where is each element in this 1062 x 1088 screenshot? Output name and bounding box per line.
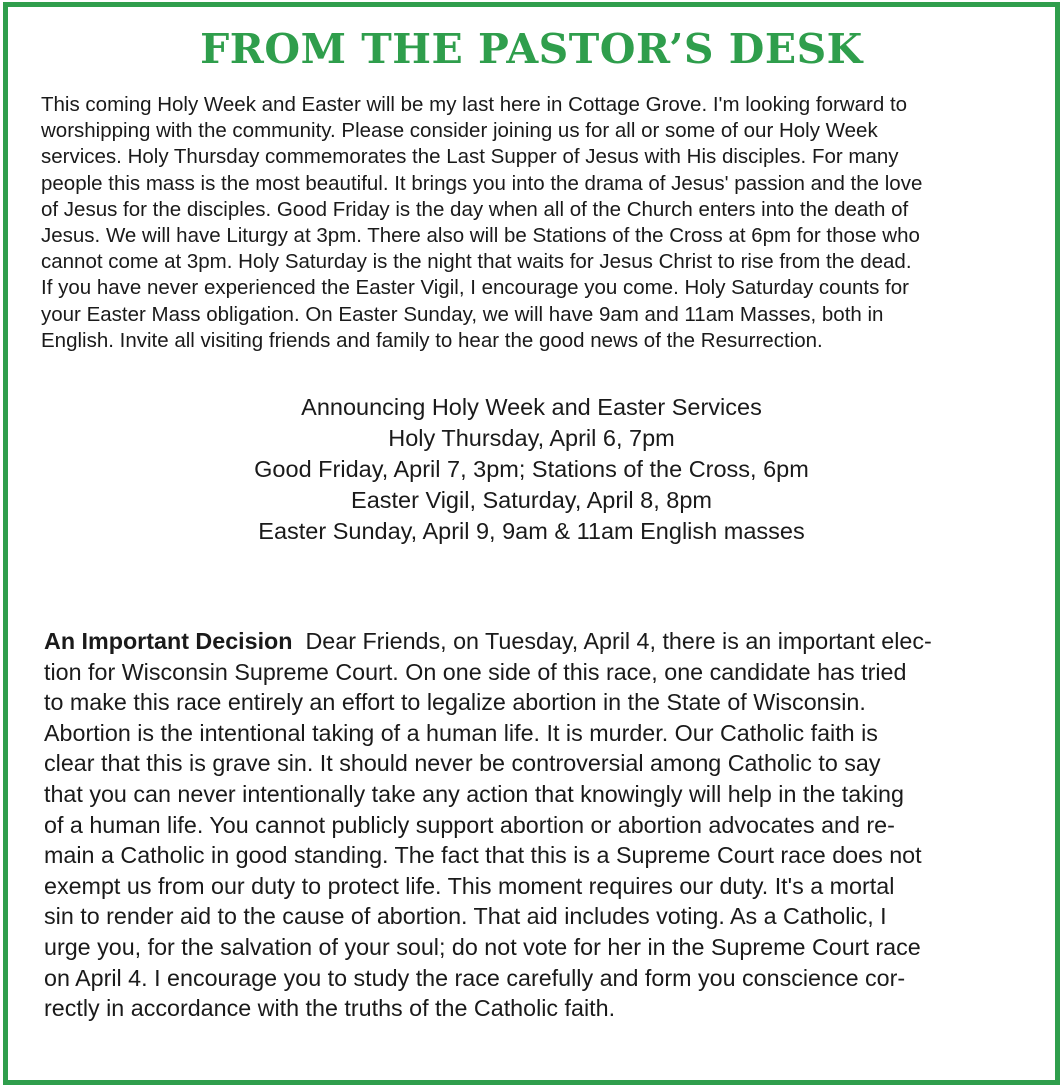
- decision-line: exempt us from our duty to protect life. This moment requires our duty. It's a mortal: [44, 872, 895, 899]
- decision-line: rectly in accordance with the truths of the Catholic faith.: [44, 995, 616, 1022]
- decision-line: on April 4. I encourage you to study the race carefully and form you conscience cor-: [44, 964, 906, 991]
- decision-line: sin to render aid to the cause of abortion. That aid includes voting. As a Catholic, I: [44, 903, 887, 930]
- decision-paragraph: [44, 626, 1044, 1024]
- decision-line: tion for Wisconsin Supreme Court. On one side of this race, one candidate has tried: [44, 658, 907, 685]
- intro-paragraph: [41, 92, 1041, 354]
- intro-line: This coming Holy Week and Easter will be my last here in Cottage Grove. I'm looking forward to: [41, 93, 908, 116]
- schedule-item: Good Friday, April 7, 3pm; Stations of the Cross, 6pm: [254, 456, 809, 482]
- decision-line: to make this race entirely an effort to legalize abortion in the State of Wisconsin.: [44, 689, 866, 716]
- decision-line: that you can never intentionally take any action that knowingly will help in the taking: [44, 780, 904, 807]
- intro-line: services. Holy Thursday commemorates the Last Supper of Jesus with His disciples. For many: [41, 145, 899, 169]
- decision-line: Dear Friends, on Tuesday, April 4, there is an important elec-: [305, 628, 932, 654]
- schedule-heading: Announcing Holy Week and Easter Services: [301, 394, 762, 420]
- intro-line: If you have never experienced the Easter Vigil, I encourage you come. Holy Saturday counts for: [41, 276, 909, 300]
- schedule-item: Easter Vigil, Saturday, April 8, 8pm: [351, 487, 712, 513]
- decision-heading: An Important Decision: [44, 628, 293, 654]
- intro-line: people this mass is the most beautiful. It brings you into the drama of Jesus' passion and the love: [41, 171, 923, 195]
- decision-line: main a Catholic in good standing. The fact that this is a Supreme Court race does not: [44, 842, 922, 869]
- bulletin-frame: [3, 2, 1060, 1085]
- intro-line: English. Invite all visiting friends and family to hear the good news of the Resurrection.: [41, 328, 823, 352]
- page-title: FROM THE PASTOR’S DESK: [200, 25, 863, 73]
- decision-first-line: [44, 626, 1044, 657]
- decision-line: Abortion is the intentional taking of a human life. It is murder. Our Catholic faith is: [44, 719, 878, 746]
- intro-line: Jesus. We will have Liturgy at 3pm. There also will be Stations of the Cross at 6pm for those who: [41, 224, 920, 248]
- services-schedule: [8, 392, 1055, 547]
- decision-line: urge you, for the salvation of your soul; do not vote for her in the Supreme Court race: [44, 933, 921, 960]
- intro-line: cannot come at 3pm. Holy Saturday is the night that waits for Jesus Christ to rise from the dead.: [41, 250, 912, 274]
- schedule-item: Easter Sunday, April 9, 9am & 11am English masses: [258, 518, 805, 544]
- decision-line: clear that this is grave sin. It should never be controversial among Catholic to say: [44, 750, 881, 777]
- intro-line: worshipping with the community. Please consider joining us for all or some of our Holy Week: [41, 119, 878, 143]
- decision-line: of a human life. You cannot publicly support abortion or abortion advocates and re-: [44, 811, 895, 838]
- schedule-item: Holy Thursday, April 6, 7pm: [388, 425, 675, 451]
- intro-line: your Easter Mass obligation. On Easter Sunday, we will have 9am and 11am Masses, both in: [41, 302, 884, 326]
- intro-line: of Jesus for the disciples. Good Friday is the day when all of the Church enters into the death of: [41, 197, 909, 221]
